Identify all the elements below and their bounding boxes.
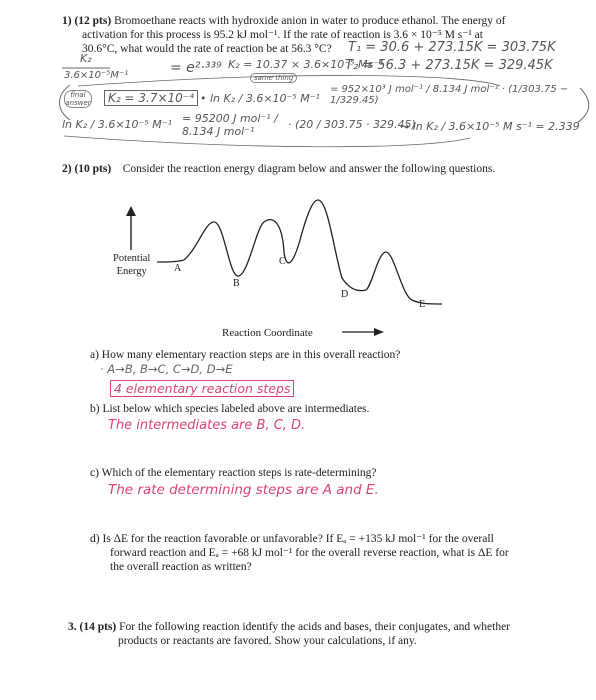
y-axis-label: Potential Energy — [113, 253, 151, 277]
work-ln2-res: → ln K₂ / 3.6×10⁻⁵ M s⁻¹ = 2.339 — [400, 120, 580, 133]
point-e: E — [419, 299, 426, 310]
work-ln-rhs: = 952×10³ J mol⁻¹ / 8.134 J mol⁻¹ · (1/303.75 − 1/329.45) — [330, 84, 569, 106]
q1-line2: activation for this process is 95.2 kJ mol⁻¹. If the rate of reaction is 3.6 × 10⁻⁵ M s⁻¹ at — [82, 29, 483, 41]
work-ln2-mid: = 95200 J mol⁻¹ / 8.134 J mol⁻¹ — [182, 112, 278, 138]
q2b-answer: The intermediates are B, C, D. — [108, 418, 306, 433]
q1-label: 1) (12 pts) — [62, 15, 112, 27]
work-ln2-frac: · (20 / 303.75 · 329.45) — [288, 118, 416, 131]
q1-line3: 30.6°C, what would the rate of reaction be at 56.3 °C? — [82, 43, 332, 55]
work-ln2-left: ln K₂ / 3.6×10⁻⁵ M⁻¹ — [62, 118, 172, 131]
question-3: 3. (14 pts) For the following reaction identify the acids and bases, their conjugates, and whether products or reactants are favored. Show your calculations, if any. — [68, 621, 511, 647]
point-b: B — [233, 278, 240, 289]
point-c: C — [279, 256, 286, 267]
x-axis-label: Reaction Coordinate — [222, 327, 313, 339]
q2a-work: · A→B, B→C, C→D, D→E — [100, 362, 233, 376]
work-eq-mid: = e²·³³⁹ — [170, 60, 222, 76]
q2c-answer: The rate determining steps are A and E. — [108, 482, 379, 498]
work-t2: T₂ = 56.3 + 273.15K = 329.45K — [345, 58, 553, 73]
q2a-question: a) How many elementary reaction steps are in this overall reaction? — [90, 349, 401, 361]
work-k2-top: K₂ — [80, 52, 92, 65]
q2-prompt: Consider the reaction energy diagram below and answer the following questions. — [122, 163, 496, 175]
q2c-question: c) Which of the elementary reaction steps is rate-determining? — [90, 467, 377, 479]
work-ln-expr: • ln K₂ / 3.6×10⁻⁵ M⁻¹ — [200, 92, 320, 105]
work-k2-boxed: K₂ = 3.7×10⁻⁴ — [104, 90, 198, 106]
annot-final: final answer — [65, 91, 91, 107]
point-a: A — [174, 263, 182, 274]
q2a-answer: 4 elementary reaction steps — [110, 380, 294, 397]
q3-label: 3. (14 pts) — [68, 621, 117, 633]
work-t1: T₁ = 30.6 + 273.15K = 303.75K — [348, 40, 556, 55]
annot-same: same thing — [250, 73, 297, 83]
work-k2-result: K₂ = 10.37 × 3.6×10⁻⁵ Ms⁻¹ — [228, 58, 384, 71]
q2-label: 2) (10 pts) — [62, 163, 112, 175]
q1-line1: Bromoethane reacts with hydroxide anion in water to produce ethanol. The energy of — [114, 15, 506, 27]
point-d: D — [341, 289, 349, 300]
q2d-question: d) Is ΔE for the reaction favorable or unfavorable? If Eₐ = +135 kJ mol⁻¹ for the overall forward reaction and Eₐ = +68 kJ mol⁻¹ for the overall reverse reaction, what is ΔE for the overall reaction as written? — [90, 533, 509, 573]
work-frac-den: 3.6×10⁻⁵M⁻¹ — [64, 70, 129, 81]
q2b-question: b) List below which species labeled above are intermediates. — [90, 403, 370, 415]
